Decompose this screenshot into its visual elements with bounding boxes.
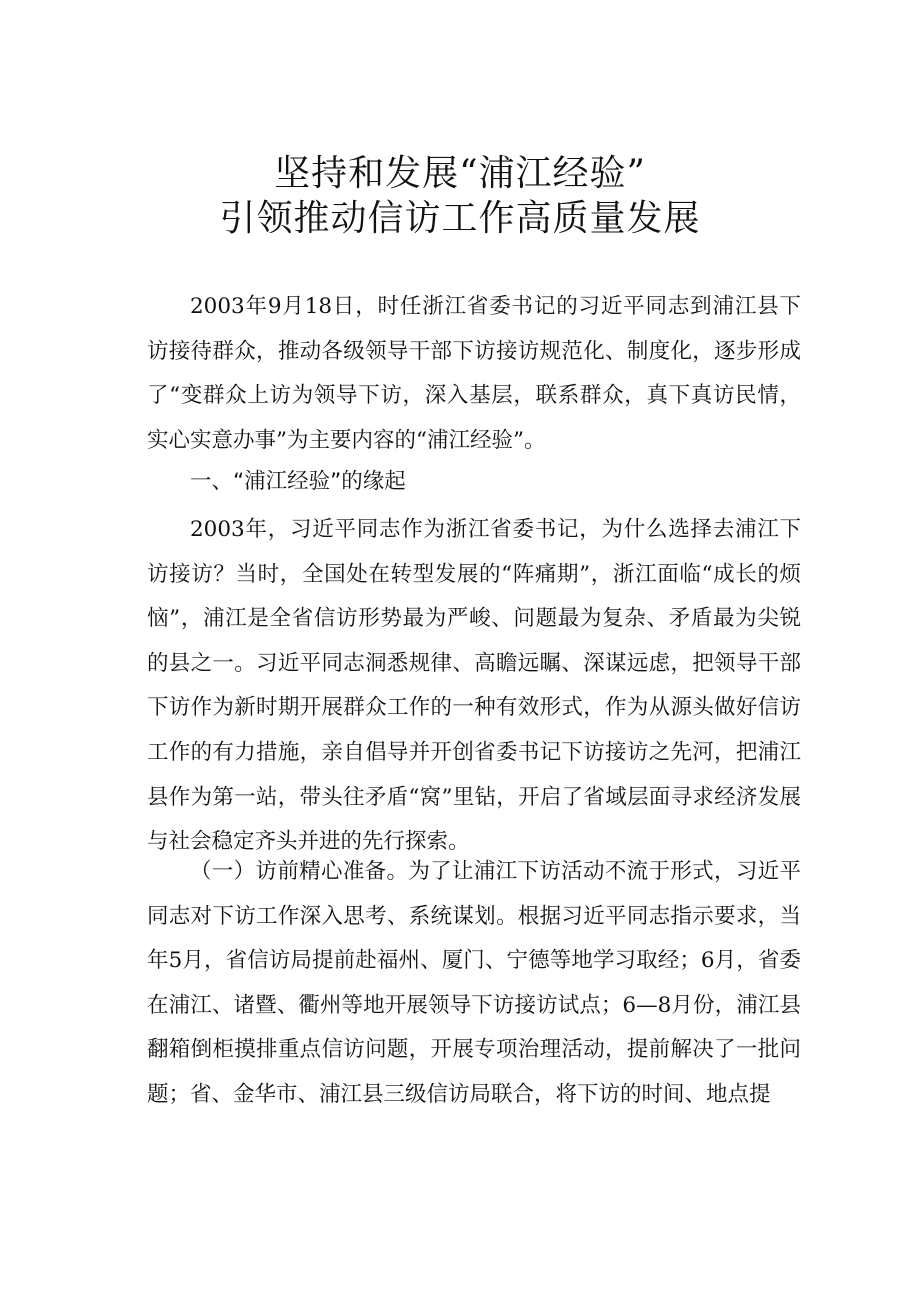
document-title-line-1: 坚持和发展“浦江经验” bbox=[274, 153, 646, 194]
paragraph-origin: 2003年，习近平同志作为浙江省委书记，为什么选择去浦江下访接访？当时，全国处在转型发展的“阵痛期”，浙江面临“成长的烦恼”，浦江是全省信访形势最为严峻、问题最为复杂、矛盾最为尖锐的县之一。习近平同志洞悉规律、高瞻远瞩、深谋远虑，把领导干部下访作为新时期开展群众工作的一种有效形式，作为从源头做好信访工作的有力措施，亲自倡导并开创省委书记下访接访之先河，把浦江县作为第一站，带头往矛盾“窝”里钻，开启了省域层面寻求经济发展与社会稳定齐头并进的先行探索。 bbox=[147, 517, 801, 855]
paragraph-intro: 2003年9月18日，时任浙江省委书记的习近平同志到浦江县下访接待群众，推动各级领导干部下访接访规范化、制度化，逐步形成了“变群众上访为领导下访，深入基层，联系群众，真下真访民情，实心实意办事”为主要内容的“浦江经验”。 bbox=[147, 294, 801, 453]
section-heading-1: 一、“浦江经验”的缘起 bbox=[190, 469, 406, 494]
document-title-line-2: 引领推动信访工作高质量发展 bbox=[219, 198, 701, 239]
paragraph-preparation: （一）访前精心准备。为了让浦江下访活动不流于形式，习近平同志对下访工作深入思考、系统谋划。根据习近平同志指示要求，当年5月，省信访局提前赴福州、厦门、宁德等地学习取经；6月，省委在浦江、诸暨、衢州等地开展领导下访接访试点；6—8月份，浦江县翻箱倒柜摸排重点信访问题，开展专项治理活动，提前解决了一批问题；省、金华市、浦江县三级信访局联合，将下访的时间、地点提 bbox=[147, 859, 801, 1107]
